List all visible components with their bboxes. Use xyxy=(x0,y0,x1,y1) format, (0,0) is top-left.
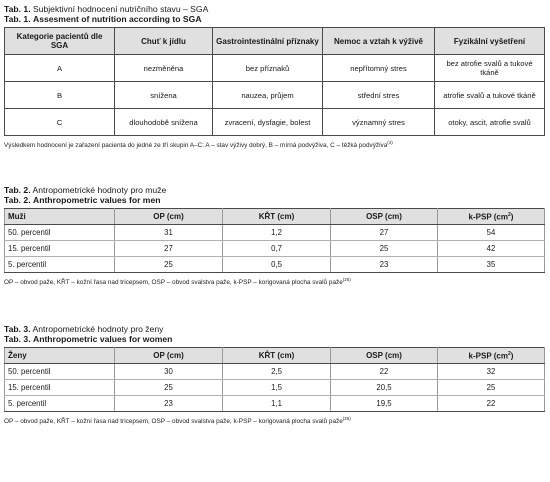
table-cell: 30 xyxy=(115,364,223,380)
kpsp-header-text: k-PSP (cm xyxy=(468,351,508,361)
table-header-row xyxy=(5,209,545,225)
tab3-footnote xyxy=(4,415,544,426)
column-header: Gastrointestinální příznaky xyxy=(213,28,323,55)
tab2-caption-en-text: Anthropometric values for men xyxy=(32,195,161,206)
table-cell: 35 xyxy=(438,257,545,273)
table-cell: B xyxy=(5,82,115,109)
table-cell: 20,5 xyxy=(331,380,438,396)
table-cell: atrofie svalů a tukové tkáně xyxy=(435,82,545,109)
table-cell: bez atrofie svalů a tukové tkáně xyxy=(435,55,545,82)
table-cell: 50. percentil xyxy=(5,364,115,380)
table-cell: 54 xyxy=(438,225,545,241)
tab3-caption-en-text: Anthropometric values for women xyxy=(32,334,173,345)
table-row xyxy=(5,257,545,273)
table-cell: 22 xyxy=(331,364,438,380)
table-cell: 42 xyxy=(438,241,545,257)
kpsp-header-sup: 2 xyxy=(507,211,511,218)
table-cell: snížena xyxy=(115,82,213,109)
table-cell: A xyxy=(5,55,115,82)
table-cell: významný stres xyxy=(323,109,435,136)
column-header: OSP (cm) xyxy=(331,348,438,364)
tab1-caption-en-text: Assesment of nutrition according to SGA xyxy=(32,14,202,24)
table-cell: 32 xyxy=(438,364,545,380)
men-anthropometric-table xyxy=(4,208,545,273)
tab1-caption-cz-number: Tab. 1. xyxy=(4,4,31,14)
tab2-caption-cz xyxy=(4,185,544,195)
table-cell: nepřítomný stres xyxy=(323,55,435,82)
document-page xyxy=(4,4,544,426)
tab3-footnote-ref: (25) xyxy=(342,416,351,422)
table-cell: 25 xyxy=(115,380,223,396)
table-row xyxy=(5,380,545,396)
table-cell: 0,5 xyxy=(223,257,331,273)
tab3-caption xyxy=(4,324,544,344)
table-row xyxy=(5,241,545,257)
table-cell: 15. percentil xyxy=(5,380,115,396)
table-cell: C xyxy=(5,109,115,136)
tab3-footnote-text: OP – obvod paže, KŘT – kožní řasa nad tricepsem, OSP – obvod svalstva paže, k-PSP – korigovaná plocha svalů paže xyxy=(4,418,343,426)
column-header: KŘT (cm) xyxy=(223,209,331,225)
column-header: Nemoc a vztah k výživě xyxy=(323,28,435,55)
table-cell: 25 xyxy=(438,380,545,396)
table-cell: 1,2 xyxy=(223,225,331,241)
table-cell: nezměněna xyxy=(115,55,213,82)
table-cell: 27 xyxy=(115,241,223,257)
tab1-caption-en-number: Tab. 1. xyxy=(4,14,31,24)
table-row xyxy=(5,82,545,109)
column-header: OP (cm) xyxy=(115,209,223,225)
table-cell: dlouhodobě snížena xyxy=(115,109,213,136)
tab3-caption-cz xyxy=(4,324,544,334)
tab2-caption-cz-number: Tab. 2. xyxy=(4,185,31,196)
kpsp-header-close: ) xyxy=(510,351,514,361)
table-row xyxy=(5,55,545,82)
table-row xyxy=(5,109,545,136)
tab3-caption-cz-text: Antropometrické hodnoty pro ženy xyxy=(32,324,164,335)
kpsp-header-sup: 2 xyxy=(507,350,511,357)
table-cell: 5. percentil xyxy=(5,257,115,273)
table-cell: otoky, ascit, atrofie svalů xyxy=(435,109,545,136)
women-anthropometric-table xyxy=(4,347,545,412)
tab2-caption-en xyxy=(4,195,544,205)
tab3-caption-en-number: Tab. 3. xyxy=(4,334,31,345)
column-header: Kategorie pacientů dle SGA xyxy=(5,28,115,55)
table-cell: 23 xyxy=(115,396,223,412)
column-header: Fyzikální vyšetření xyxy=(435,28,545,55)
table-cell: 27 xyxy=(331,225,438,241)
kpsp-header-close: ) xyxy=(510,212,514,222)
table-header-row xyxy=(5,28,545,55)
tab2-caption xyxy=(4,185,544,205)
tab2-footnote-text: OP – obvod paže, KŘT – kožní řasa nad tricepsem, OSP – obvod svalstva paže, k-PSP – korigovaná plocha svalů paže xyxy=(4,279,343,287)
tab1-caption-cz xyxy=(4,4,544,14)
table-cell: 15. percentil xyxy=(5,241,115,257)
tab2-caption-en-number: Tab. 2. xyxy=(4,195,31,206)
tab1-caption-cz-text: Subjektivní hodnocení nutričního stavu – SGA xyxy=(32,4,209,14)
table-cell: 23 xyxy=(331,257,438,273)
table-cell: 1,1 xyxy=(223,396,331,412)
table-row xyxy=(5,225,545,241)
table-cell: 31 xyxy=(115,225,223,241)
tab3-caption-en xyxy=(4,334,544,344)
sga-table xyxy=(4,27,545,136)
column-header: Muži xyxy=(5,209,115,225)
column-header: Chuť k jídlu xyxy=(115,28,213,55)
tab2-footnote xyxy=(4,276,544,287)
column-header xyxy=(438,209,545,225)
table-cell: 0,7 xyxy=(223,241,331,257)
table-header-row xyxy=(5,348,545,364)
table-cell: 1,5 xyxy=(223,380,331,396)
tab3-caption-cz-number: Tab. 3. xyxy=(4,324,31,335)
table-cell: 22 xyxy=(438,396,545,412)
table-cell: bez příznaků xyxy=(213,55,323,82)
tab1-caption-en xyxy=(4,14,544,24)
tab2-caption-cz-text: Antropometrické hodnoty pro muže xyxy=(32,185,167,196)
tab1-caption xyxy=(4,4,544,24)
table-cell: 25 xyxy=(115,257,223,273)
column-header: Ženy xyxy=(5,348,115,364)
table-row xyxy=(5,364,545,380)
kpsp-header-text: k-PSP (cm xyxy=(468,212,508,222)
tab1-footnote xyxy=(4,139,544,150)
column-header: OSP (cm) xyxy=(331,209,438,225)
column-header: OP (cm) xyxy=(115,348,223,364)
table-cell: nauzea, průjem xyxy=(213,82,323,109)
table-cell: 50. percentil xyxy=(5,225,115,241)
column-header: KŘT (cm) xyxy=(223,348,331,364)
table-cell: 5. percentil xyxy=(5,396,115,412)
table-row xyxy=(5,396,545,412)
table-cell: zvracení, dysfagie, bolest xyxy=(213,109,323,136)
tab1-footnote-text: Výsledkem hodnocení je zařazení pacienta do jedné ze tří skupin A–C: A – stav výživy dobrý, B – mírná podvýživa, C – těžká podvýživa xyxy=(4,142,388,150)
table-cell: střední stres xyxy=(323,82,435,109)
table-cell: 25 xyxy=(331,241,438,257)
tab2-footnote-ref: (25) xyxy=(342,277,351,283)
tab1-footnote-ref: (4) xyxy=(387,140,393,145)
table-cell: 19,5 xyxy=(331,396,438,412)
column-header xyxy=(438,348,545,364)
table-cell: 2,5 xyxy=(223,364,331,380)
